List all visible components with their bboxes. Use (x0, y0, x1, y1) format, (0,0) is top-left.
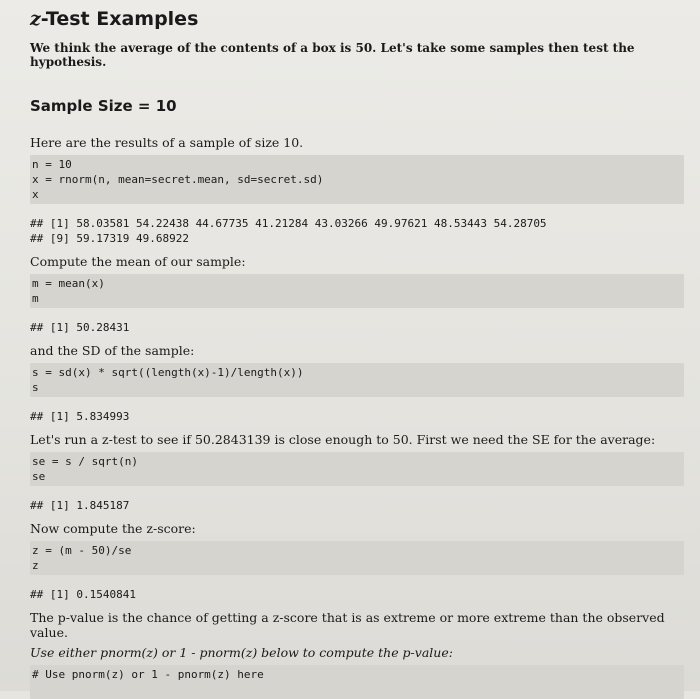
title-z: z (30, 8, 41, 30)
title-rest: -Test Examples (40, 8, 199, 30)
output-line: ## [9] 59.17319 49.68922 (30, 232, 189, 245)
output-line: ## [1] 58.03581 54.22438 44.67735 41.21284 43.03266 49.97621 48.53443 54.28705 (30, 217, 547, 230)
code-line (32, 682, 682, 697)
page-title (30, 8, 678, 30)
code-line: x = rnorm(n, mean=secret.mean, sd=secret.sd) (32, 173, 324, 186)
paragraph: Compute the mean of our sample: (30, 254, 246, 269)
code-line: x (32, 188, 39, 201)
code-chunk (30, 155, 684, 204)
code-line: s (32, 381, 39, 394)
code-output (30, 409, 678, 424)
code-line: m = mean(x) (32, 277, 105, 290)
code-chunk (30, 363, 684, 397)
paragraph: Now compute the z-score: (30, 521, 196, 536)
paragraph: and the SD of the sample: (30, 343, 195, 358)
code-chunk (30, 274, 684, 308)
code-output (30, 587, 678, 602)
code-chunk (30, 541, 684, 575)
paragraph: Use either pnorm(z) or 1 - pnorm(z) below to compute the p-value: (30, 645, 453, 660)
paragraph: Here are the results of a sample of size 10. (30, 135, 304, 150)
code-line: z = (m - 50)/se (32, 544, 132, 557)
output-line: ## [1] 50.28431 (30, 321, 130, 334)
code-output (30, 320, 678, 335)
code-line: se (32, 470, 46, 483)
paragraph: Let's run a z-test to see if 50.2843139 is close enough to 50. First we need the SE for the average: (30, 432, 656, 447)
code-output (30, 498, 678, 513)
intro-paragraph: We think the average of the contents of a box is 50. Let's take some samples then test the hypothesis. (30, 41, 635, 69)
output-line: ## [1] 5.834993 (30, 410, 130, 423)
code-chunk (30, 452, 684, 486)
code-line: se = s / sqrt(n) (32, 455, 138, 468)
section-heading: Sample Size = 10 (30, 97, 177, 115)
code-line: # Use pnorm(z) or 1 - pnorm(z) here (32, 668, 264, 681)
paragraph: The p-value is the chance of getting a z-score that is as extreme or more extreme than the observed value. (30, 610, 665, 640)
output-line: ## [1] 1.845187 (30, 499, 130, 512)
content-blocks (30, 135, 678, 699)
code-line: s = sd(x) * sqrt((length(x)-1)/length(x)) (32, 366, 304, 379)
code-line: n = 10 (32, 158, 72, 171)
code-line: m (32, 292, 39, 305)
output-line: ## [1] 0.1540841 (30, 588, 136, 601)
code-chunk (30, 665, 684, 699)
code-output (30, 216, 678, 246)
code-line: z (32, 559, 39, 572)
